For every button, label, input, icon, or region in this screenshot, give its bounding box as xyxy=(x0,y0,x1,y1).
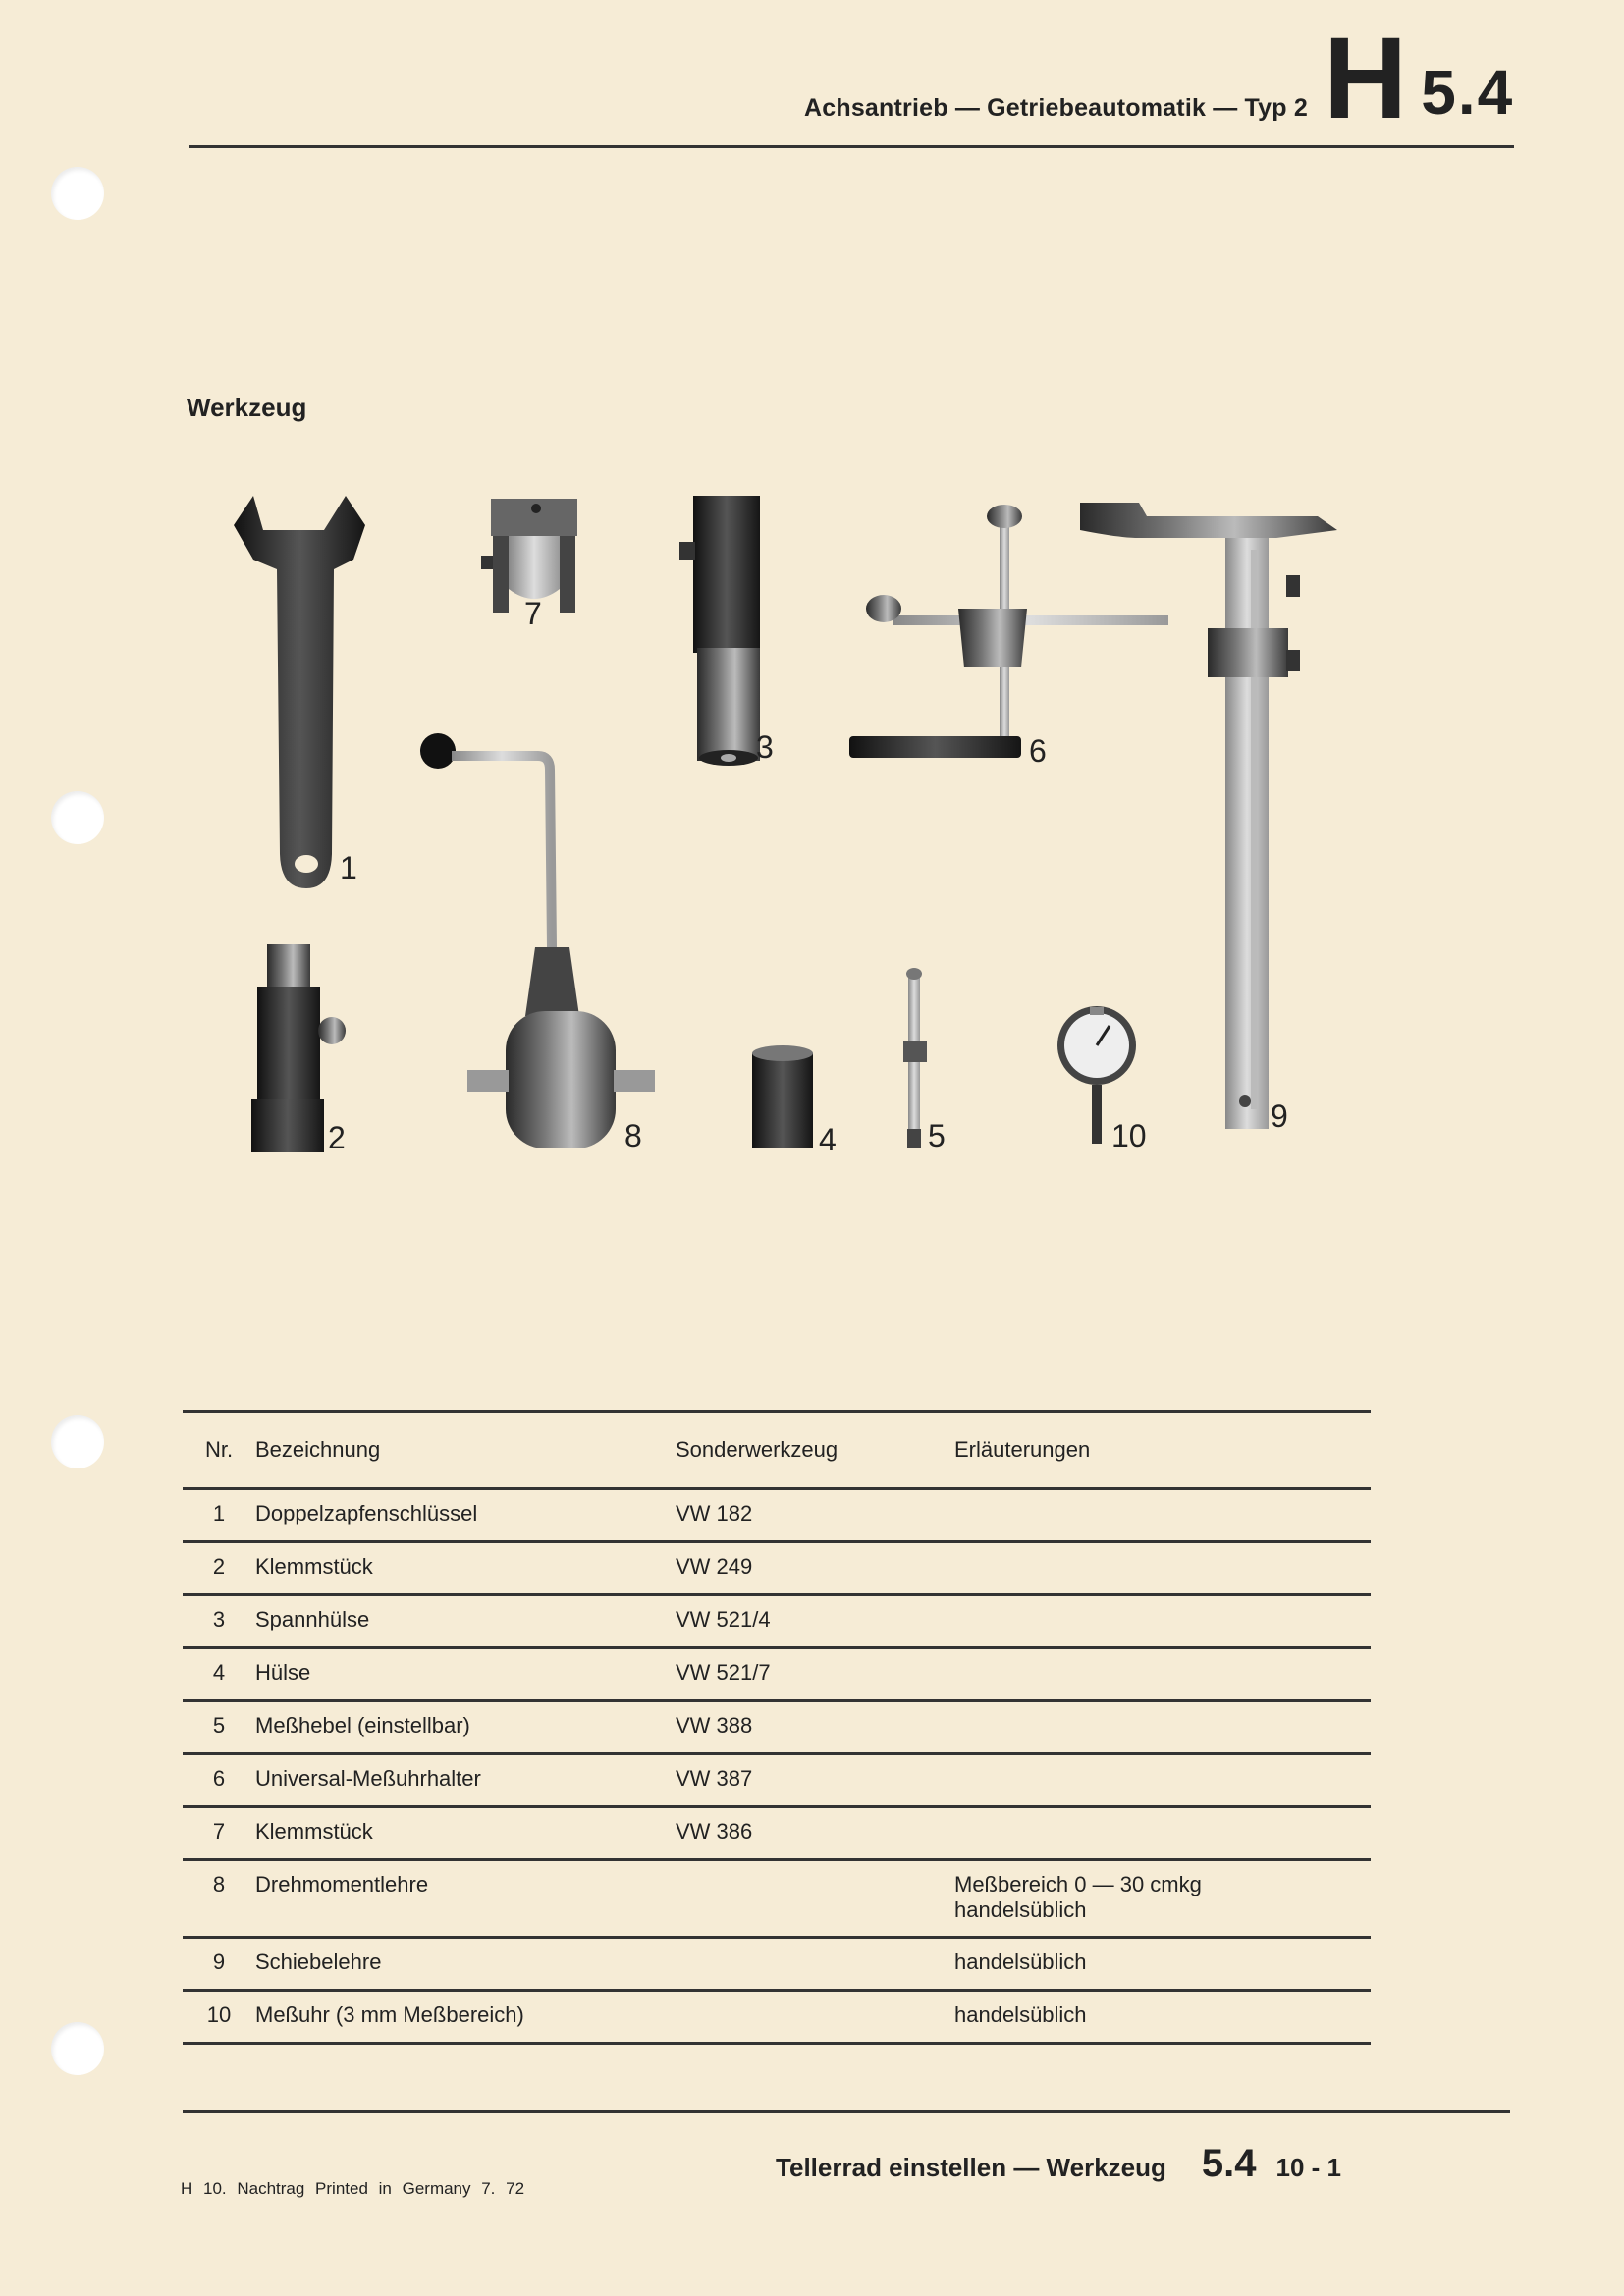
note-line: handelsüblich xyxy=(954,2002,1087,2027)
footer-title: Tellerrad einstellen — Werkzeug xyxy=(776,2153,1166,2182)
cell-name: Hülse xyxy=(255,1648,676,1701)
cell-tool: VW 521/7 xyxy=(676,1648,954,1701)
cell-name: Meßuhr (3 mm Meßbereich) xyxy=(255,1991,676,2044)
cell-nr: 4 xyxy=(183,1648,255,1701)
table-row xyxy=(183,1595,1371,1648)
cell-name: Spannhülse xyxy=(255,1595,676,1648)
header-title: Achsantrieb — Getriebeautomatik — Typ 2 xyxy=(803,94,1308,122)
cell-nr: 1 xyxy=(183,1489,255,1542)
figure-label: 4 xyxy=(819,1122,837,1157)
footer-page-number: 10 - 1 xyxy=(1275,2153,1341,2182)
table-row xyxy=(183,1754,1371,1807)
cell-tool: VW 386 xyxy=(676,1807,954,1860)
tool-1-double-pin-spanner xyxy=(234,496,365,888)
cell-name: Doppelzapfenschlüssel xyxy=(255,1489,676,1542)
table-row xyxy=(183,1807,1371,1860)
cell-nr: 5 xyxy=(183,1701,255,1754)
col-header-name: Bezeichnung xyxy=(255,1412,676,1489)
cell-tool xyxy=(676,1860,954,1938)
cell-note xyxy=(954,1648,1371,1701)
cell-name: Drehmomentlehre xyxy=(255,1860,676,1938)
cell-nr: 7 xyxy=(183,1807,255,1860)
footer-section-info xyxy=(776,2142,1341,2186)
section-title: Werkzeug xyxy=(187,393,307,422)
table-row xyxy=(183,1701,1371,1754)
table-row xyxy=(183,1489,1371,1542)
cell-tool: VW 387 xyxy=(676,1754,954,1807)
tool-8-torque-gauge xyxy=(420,733,655,1148)
tool-6-universal-dial-holder xyxy=(849,505,1168,758)
figure-label: 1 xyxy=(340,850,357,885)
figure-label: 3 xyxy=(756,729,774,765)
punch-hole xyxy=(51,1415,104,1468)
cell-nr: 6 xyxy=(183,1754,255,1807)
cell-nr: 3 xyxy=(183,1595,255,1648)
table-row xyxy=(183,1648,1371,1701)
cell-note xyxy=(954,1701,1371,1754)
cell-name: Schiebelehre xyxy=(255,1938,676,1991)
note-line: Meßbereich 0 — 30 cmkg xyxy=(954,1872,1202,1896)
cell-tool: VW 521/4 xyxy=(676,1595,954,1648)
cell-note xyxy=(954,1754,1371,1807)
tools-table xyxy=(183,1410,1371,2045)
cell-tool: VW 182 xyxy=(676,1489,954,1542)
footer-print-info: H 10. Nachtrag Printed in Germany 7. 72 xyxy=(181,2179,525,2198)
cell-tool: VW 388 xyxy=(676,1701,954,1754)
figure-label: 10 xyxy=(1111,1118,1147,1153)
table-row xyxy=(183,1938,1371,1991)
footer-rule xyxy=(183,2110,1510,2113)
cell-note xyxy=(954,1991,1371,2044)
cell-note xyxy=(954,1860,1371,1938)
header-number: 5.4 xyxy=(1421,57,1515,128)
figure-label: 8 xyxy=(624,1118,642,1153)
tool-3-clamping-sleeve xyxy=(679,496,760,766)
cell-nr: 9 xyxy=(183,1938,255,1991)
table-row xyxy=(183,1991,1371,2044)
cell-note xyxy=(954,1938,1371,1991)
cell-note xyxy=(954,1489,1371,1542)
note-line-2: handelsüblich xyxy=(954,1897,1087,1922)
cell-name: Klemmstück xyxy=(255,1807,676,1860)
tool-5-measuring-lever xyxy=(903,968,927,1148)
figure-label: 2 xyxy=(328,1120,346,1155)
figure-label: 7 xyxy=(524,596,542,631)
cell-nr: 10 xyxy=(183,1991,255,2044)
table-row xyxy=(183,1860,1371,1938)
cell-nr: 2 xyxy=(183,1542,255,1595)
col-header-note: Erläuterungen xyxy=(954,1412,1371,1489)
punch-hole xyxy=(51,2022,104,2075)
header-letter: H xyxy=(1324,14,1408,143)
cell-note xyxy=(954,1595,1371,1648)
figure-label: 5 xyxy=(928,1118,946,1153)
footer-section: 5.4 xyxy=(1201,2142,1257,2185)
table-header-row xyxy=(183,1412,1371,1489)
col-header-tool: Sonderwerkzeug xyxy=(676,1412,954,1489)
cell-name: Klemmstück xyxy=(255,1542,676,1595)
cell-note xyxy=(954,1807,1371,1860)
cell-name: Meßhebel (einstellbar) xyxy=(255,1701,676,1754)
figure-label: 9 xyxy=(1271,1098,1288,1134)
cell-tool xyxy=(676,1938,954,1991)
table-row xyxy=(183,1542,1371,1595)
note-line: handelsüblich xyxy=(954,1949,1087,1974)
cell-name: Universal-Meßuhrhalter xyxy=(255,1754,676,1807)
cell-nr: 8 xyxy=(183,1860,255,1938)
figure-label: 6 xyxy=(1029,733,1047,769)
tool-4-sleeve xyxy=(752,1045,813,1148)
col-header-nr: Nr. xyxy=(183,1412,255,1489)
cell-tool: VW 249 xyxy=(676,1542,954,1595)
cell-tool xyxy=(676,1991,954,2044)
cell-note xyxy=(954,1542,1371,1595)
